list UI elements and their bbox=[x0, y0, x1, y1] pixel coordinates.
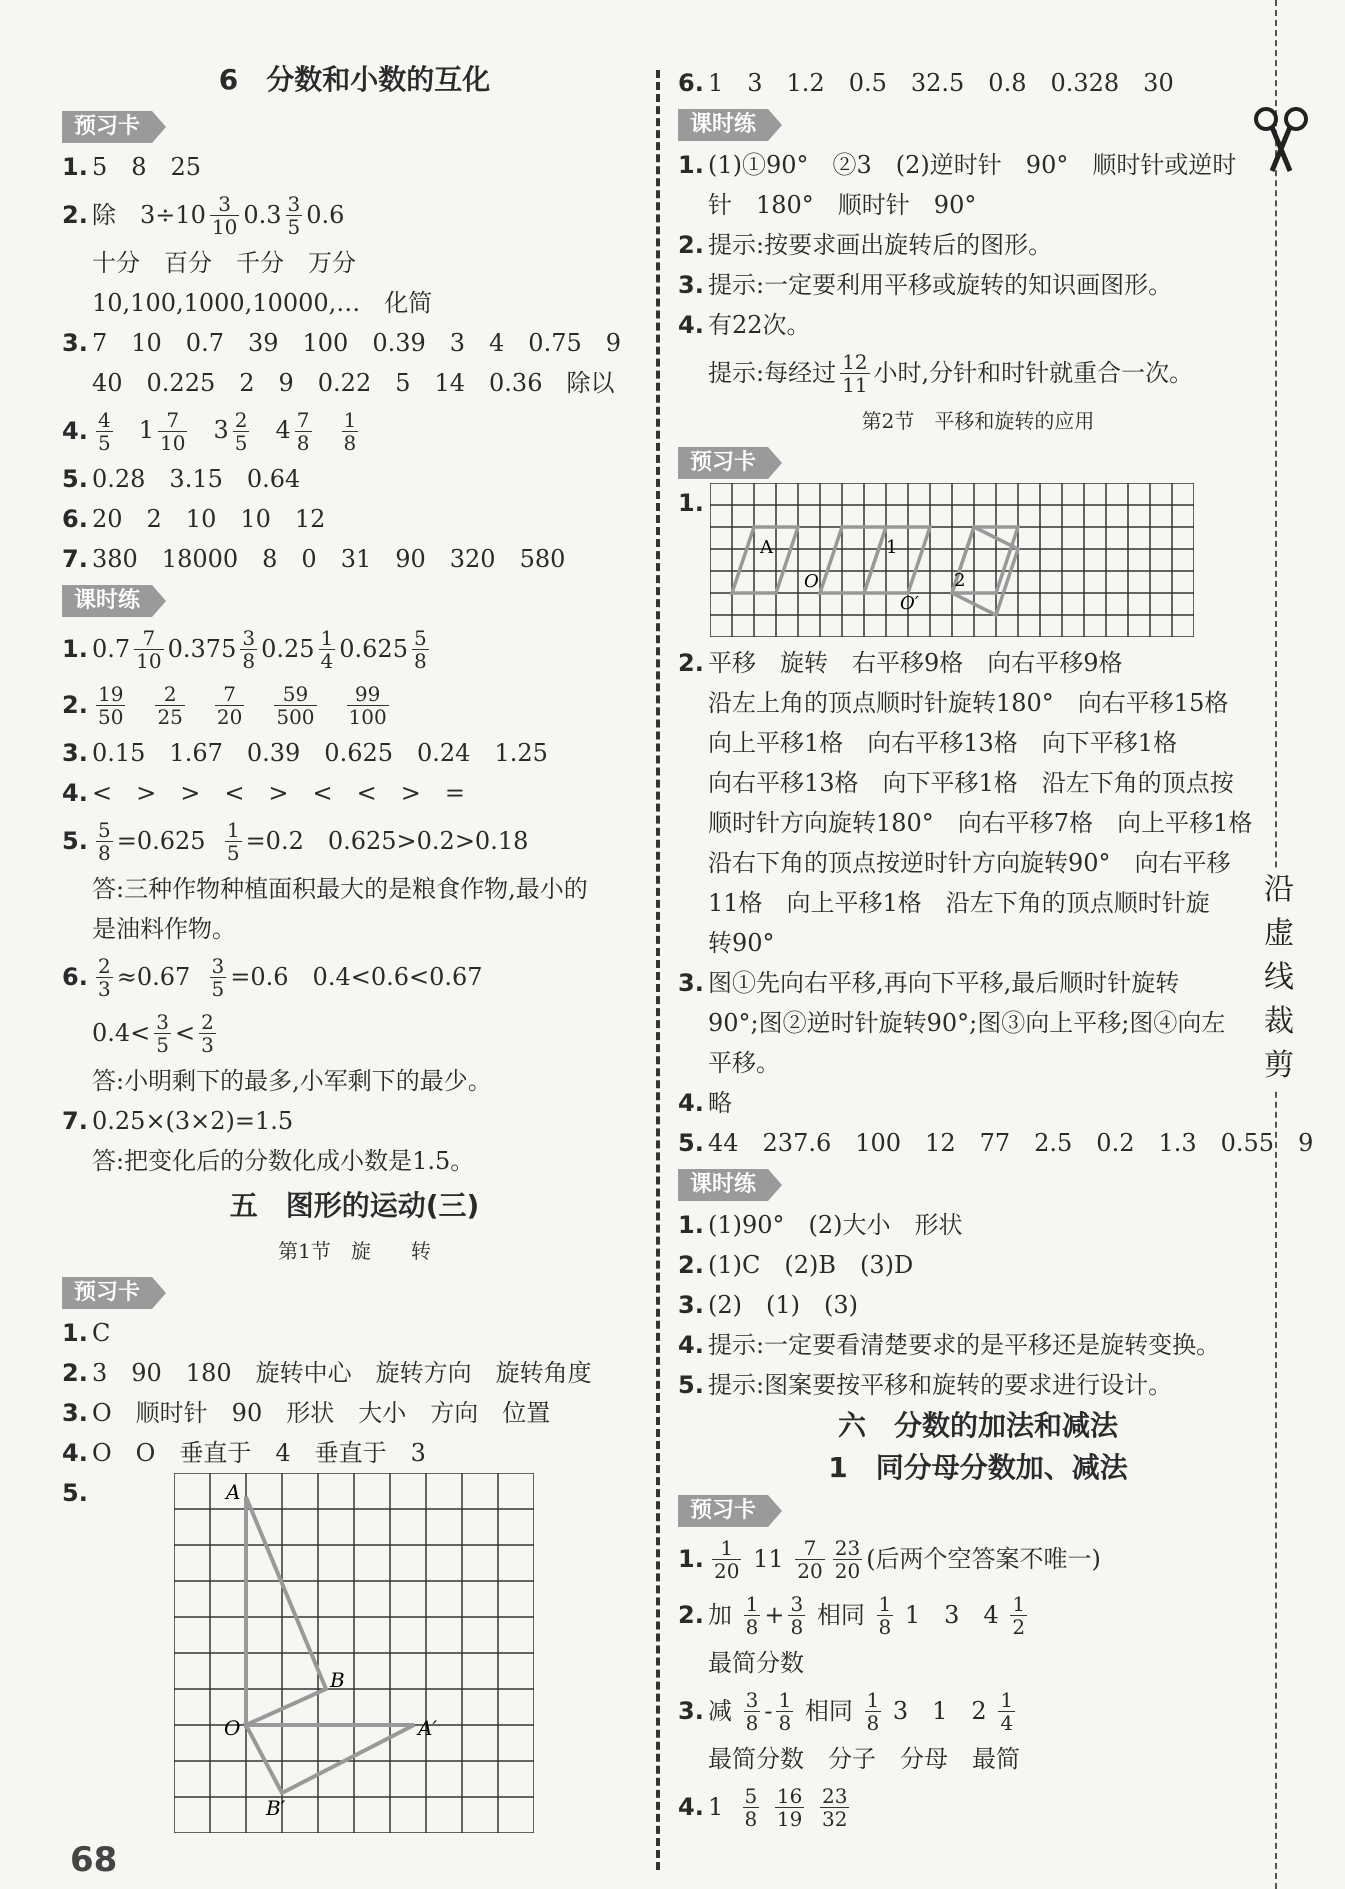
fraction: $\frac{1}{5}$ bbox=[226, 817, 240, 865]
answer-line: 0.4< $\frac{3}{5}$ < $\frac{2}{3}$ bbox=[92, 1009, 214, 1057]
answer-line: 2. 加 $\frac{1}{8}$ + $\frac{3}{8}$ 相同 $\frac{1}{8}$ 1 3 4 $\frac{1}{2}$ bbox=[678, 1591, 1026, 1639]
cut-instruction: 沿虚线裁剪 bbox=[1262, 868, 1296, 1088]
answer-line: 3. 图①先向右平移,再向下平移,最后顺时针旋转 bbox=[678, 969, 1180, 997]
answer-line: 针 180° 顺时针 90° bbox=[708, 191, 977, 219]
answer-line: 1. $\frac{1}{20}$ 11 $\frac{7}{20}$ $\frac{23}{20}$ (后两个空答案不唯一) bbox=[678, 1535, 1101, 1583]
answer-line: 向右平移13格 向下平移1格 沿左下角的顶点按 bbox=[708, 769, 1234, 797]
answer-line: 答:三种作物种植面积最大的是粮食作物,最小的 bbox=[92, 875, 588, 903]
left-column bbox=[62, 55, 647, 1833]
fraction: $\frac{12}{11}$ bbox=[842, 349, 868, 397]
answer-line: 1. (1)①90° ②3 (2)逆时针 90° 顺时针或逆时 bbox=[678, 151, 1237, 179]
fraction: $\frac{2}{5}$ bbox=[234, 407, 248, 455]
fraction: $\frac{5}{8}$ bbox=[413, 625, 427, 673]
label-1: 1 bbox=[886, 537, 898, 558]
original-triangle bbox=[246, 1497, 326, 1725]
label-2: 2 bbox=[954, 570, 966, 591]
fraction: $\frac{5}{8}$ bbox=[744, 1783, 758, 1831]
answer-line: 4. 1 $\frac{5}{8}$ $\frac{16}{19}$ $\frac{23}{32}$ bbox=[678, 1783, 848, 1831]
fraction: $\frac{19}{50}$ bbox=[98, 681, 124, 729]
answer-line: 十分 百分 千分 万分 bbox=[92, 249, 356, 277]
answer-line: 2. (1)C (2)B (3)D bbox=[678, 1251, 914, 1279]
fraction: $\frac{3}{10}$ bbox=[211, 191, 238, 239]
fraction: $\frac{1}{2}$ bbox=[1012, 1591, 1026, 1639]
fraction: $\frac{2}{25}$ bbox=[157, 681, 183, 729]
answer-line: 3. O 顺时针 90 形状 大小 方向 位置 bbox=[62, 1399, 551, 1427]
answer-line: 7. 0.25×(3×2)=1.5 bbox=[62, 1107, 294, 1135]
answer-line: 5. A B O A′ B′ bbox=[62, 1473, 647, 1833]
answer-line: 5. 0.28 3.15 0.64 bbox=[62, 465, 301, 493]
answer-line: 3. 提示:一定要利用平移或旋转的知识画图形。 bbox=[678, 271, 1173, 299]
answer-line: 1. A 1 2 O O′ bbox=[678, 483, 1278, 643]
fraction: $\frac{59}{500}$ bbox=[276, 681, 315, 729]
fraction: $\frac{99}{100}$ bbox=[348, 681, 387, 729]
badge-practice: 课时练 bbox=[678, 1169, 768, 1201]
label-A: A bbox=[760, 537, 773, 558]
fraction: $\frac{3}{8}$ bbox=[745, 1687, 759, 1735]
answer-line: 6. 1 3 1.2 0.5 32.5 0.8 0.328 30 bbox=[678, 69, 1174, 97]
fraction: $\frac{1}{20}$ bbox=[714, 1535, 740, 1583]
label-O: O bbox=[804, 571, 819, 592]
fraction: $\frac{1}{4}$ bbox=[1000, 1687, 1014, 1735]
fraction: $\frac{4}{5}$ bbox=[98, 407, 111, 455]
fraction: $\frac{1}{8}$ bbox=[343, 407, 357, 455]
answer-line: 5. $\frac{5}{8}$ =0.625 $\frac{1}{5}$ =0.2 0.625>0.2>0.18 bbox=[62, 817, 529, 865]
answer-line: 沿左上角的顶点顺时针旋转180° 向右平移15格 bbox=[708, 689, 1229, 717]
rotated-triangle bbox=[246, 1725, 414, 1793]
answer-line: 平移。 bbox=[708, 1049, 780, 1077]
label-O: O bbox=[224, 1716, 241, 1740]
answer-line: 1. 5 8 25 bbox=[62, 153, 202, 181]
fraction: $\frac{5}{8}$ bbox=[98, 817, 111, 865]
label-O-prime: O′ bbox=[900, 593, 919, 614]
answer-line: 2. 提示:按要求画出旋转后的图形。 bbox=[678, 231, 1053, 259]
answer-line: 顺时针方向旋转180° 向右平移7格 向上平移1格 bbox=[708, 809, 1253, 837]
answer-line: 2. $\frac{19}{50}$ $\frac{2}{25}$ $\frac{7}{20}$ $\frac{59}{500}$ $\frac{99}{100}$ bbox=[62, 677, 647, 733]
section-title: 6 分数和小数的互化 bbox=[218, 63, 491, 96]
mixed-number bbox=[92, 407, 117, 455]
fraction: $\frac{7}{10}$ bbox=[160, 407, 186, 455]
fraction: $\frac{1}{8}$ bbox=[745, 1591, 759, 1639]
answer-line: 7. 380 18000 8 0 31 90 320 580 bbox=[62, 545, 566, 573]
rotation-grid-figure bbox=[174, 1473, 534, 1833]
label-A-prime: A′ bbox=[418, 1716, 437, 1740]
unit-title: 六 分数的加法和减法 bbox=[837, 1409, 1118, 1442]
answer-line: 是油料作物。 bbox=[92, 915, 236, 943]
answer-line: 6. 20 2 10 10 12 bbox=[62, 505, 326, 533]
fraction: $\frac{2}{3}$ bbox=[201, 1009, 214, 1057]
fraction: $\frac{23}{32}$ bbox=[822, 1783, 848, 1831]
mixed-number: 4 $\frac{7}{8}$ bbox=[275, 407, 310, 455]
answer-line: 沿右下角的顶点按逆时针方向旋转90° 向右平移 bbox=[708, 849, 1231, 877]
answer-line: 6. $\frac{2}{3}$ ≈0.67 $\frac{3}{5}$ =0.6 0.4<0.6<0.67 bbox=[62, 953, 483, 1001]
fraction: $\frac{1}{8}$ bbox=[866, 1687, 880, 1735]
answer-line: 转90° bbox=[708, 929, 775, 957]
answer-line: 40 0.225 2 9 0.22 5 14 0.36 除以 bbox=[92, 369, 615, 397]
answer-line: 3. (2) (1) (3) bbox=[678, 1291, 858, 1319]
answer-line: 5. 提示:图案要按平移和旋转的要求进行设计。 bbox=[678, 1371, 1173, 1399]
fraction: $\frac{16}{19}$ bbox=[776, 1783, 803, 1831]
answer-line: 3. 7 10 0.7 39 100 0.39 3 4 0.75 9 bbox=[62, 329, 622, 357]
answer-line: 1. 0.7 $\frac{7}{10}$ 0.375 $\frac{3}{8}$ 0.25 $\frac{1}{4}$ 0.625 $\frac{5}{8}$ bbox=[62, 625, 427, 673]
page-number: 68 bbox=[70, 1840, 118, 1880]
fraction: $\frac{1}{8}$ bbox=[878, 1591, 892, 1639]
fraction: $\frac{3}{8}$ bbox=[242, 625, 256, 673]
answer-line: 答:小明剩下的最多,小军剩下的最少。 bbox=[92, 1067, 492, 1095]
answer-line: 4. < > > < > < < > = bbox=[62, 779, 465, 807]
answer-line: 4. 略 bbox=[678, 1089, 732, 1117]
mixed-number: 3 $\frac{2}{5}$ bbox=[213, 407, 248, 455]
answer-line: 2. 平移 旋转 右平移9格 向右平移9格 bbox=[678, 649, 1123, 677]
answer-line: 向上平移1格 向右平移13格 向下平移1格 bbox=[708, 729, 1178, 757]
mixed-number: 1 $\frac{7}{10}$ bbox=[138, 407, 186, 455]
mixed-number bbox=[338, 407, 363, 455]
answer-line: 2. 3 90 180 旋转中心 旋转方向 旋转角度 bbox=[62, 1359, 592, 1387]
answer-line: 1. (1)90° (2)大小 形状 bbox=[678, 1211, 963, 1239]
label-A: A bbox=[226, 1480, 241, 1504]
label-B-prime: B′ bbox=[266, 1796, 286, 1820]
section-subtitle: 第2节 平移和旋转的应用 bbox=[861, 409, 1095, 433]
unit-title: 五 图形的运动(三) bbox=[229, 1189, 480, 1222]
fraction: $\frac{3}{5}$ bbox=[287, 191, 301, 239]
answer-line: 4. O O 垂直于 4 垂直于 3 bbox=[62, 1439, 426, 1467]
answer-line: 3. 0.15 1.67 0.39 0.625 0.24 1.25 bbox=[62, 739, 548, 767]
answer-line: 最简分数 bbox=[708, 1649, 804, 1677]
answer-line: 最简分数 分子 分母 最简 bbox=[708, 1745, 1020, 1773]
badge-preview: 预习卡 bbox=[678, 447, 768, 479]
badge-preview: 预习卡 bbox=[678, 1495, 768, 1527]
fraction: $\frac{23}{20}$ bbox=[834, 1535, 861, 1583]
badge-preview: 预习卡 bbox=[62, 1277, 152, 1309]
badge-preview: 预习卡 bbox=[62, 111, 152, 143]
fraction: $\frac{3}{8}$ bbox=[790, 1591, 804, 1639]
answer-line: 5. 44 237.6 100 12 77 2.5 0.2 1.3 0.55 9 bbox=[678, 1129, 1314, 1157]
section-subtitle: 第1节 旋 转 bbox=[278, 1239, 431, 1263]
mixed-numbers bbox=[92, 409, 384, 454]
fraction: $\frac{3}{5}$ bbox=[211, 953, 225, 1001]
fraction: $\frac{1}{4}$ bbox=[320, 625, 334, 673]
label-B: B bbox=[330, 1668, 345, 1692]
answer-line: 11格 向上平移1格 沿左下角的顶点顺时针旋 bbox=[708, 889, 1210, 917]
fraction: $\frac{2}{3}$ bbox=[98, 953, 111, 1001]
fraction: $\frac{7}{20}$ bbox=[797, 1535, 823, 1583]
badge-practice: 课时练 bbox=[62, 585, 152, 617]
section-title: 1 同分母分数加、减法 bbox=[828, 1451, 1128, 1484]
fraction: $\frac{7}{10}$ bbox=[136, 625, 162, 673]
answer-line: 4. 有22次。 bbox=[678, 311, 811, 339]
answer-line: 4. 提示:一定要看清楚要求的是平移还是旋转变换。 bbox=[678, 1331, 1221, 1359]
fraction-list bbox=[92, 683, 415, 728]
answer-line: 2. 除 3÷10 $\frac{3}{10}$ 0.3 $\frac{3}{5}$ 0.6 bbox=[62, 191, 345, 239]
fraction: $\frac{1}{8}$ bbox=[778, 1687, 792, 1735]
answer-line: 1. C bbox=[62, 1319, 111, 1347]
fraction: $\frac{3}{5}$ bbox=[156, 1009, 170, 1057]
answer-line: 90°;图②逆时针旋转90°;图③向上平移;图④向左 bbox=[708, 1009, 1226, 1037]
column-divider bbox=[656, 70, 660, 1870]
answer-line: 3. 减 $\frac{3}{8}$ - $\frac{1}{8}$ 相同 $\frac{1}{8}$ 3 1 2 $\frac{1}{4}$ bbox=[678, 1687, 1014, 1735]
grid-lines bbox=[710, 483, 1194, 637]
answer-line: 4. $\frac{4}{5}$ 1 $\frac{7}{10}$ 3 $\frac{2}{5}$ 4 $\frac{7}{8}$ $\frac{1}{8}$ bbox=[62, 403, 647, 459]
badge-practice: 课时练 bbox=[678, 109, 768, 141]
grid-lines bbox=[174, 1473, 534, 1833]
fraction: $\frac{7}{20}$ bbox=[216, 681, 243, 729]
answer-line: 提示:每经过 $\frac{12}{11}$ 小时,分针和时针就重合一次。 bbox=[708, 349, 1194, 397]
translation-grid-figure bbox=[710, 483, 1194, 637]
answer-line: 答:把变化后的分数化成小数是1.5。 bbox=[92, 1147, 475, 1175]
answer-line: 10,100,1000,10000,… 化简 bbox=[92, 289, 433, 317]
fraction: $\frac{7}{8}$ bbox=[296, 407, 310, 455]
